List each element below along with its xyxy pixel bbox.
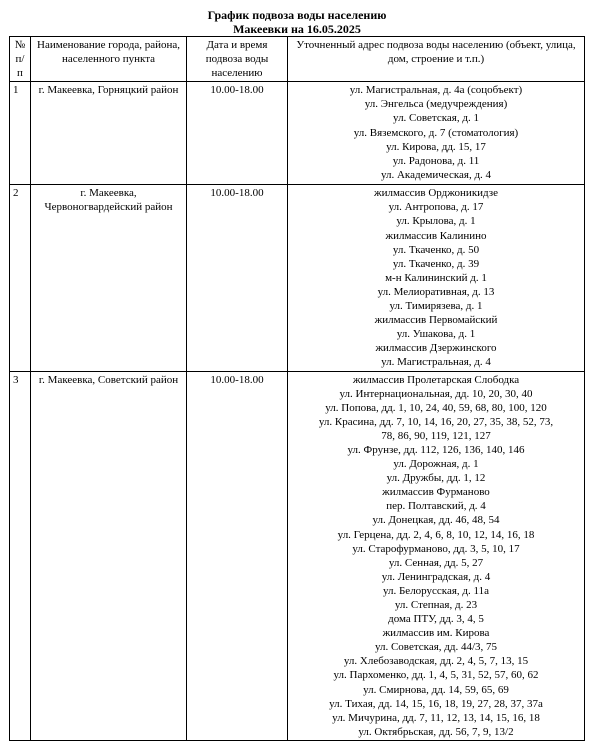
address-line: ул. Красина, дд. 7, 10, 14, 16, 20, 27, 35, 38, 52, 73, (318, 415, 554, 428)
address-line: ул. Радонова, д. 11 (392, 154, 480, 167)
row-address-list (288, 371, 585, 740)
address-line: ул. Энгельса (медучреждения) (364, 98, 508, 111)
address-line: ул. Мичурина, дд. 7, 11, 12, 13, 14, 15, 16, 18 (332, 711, 540, 724)
address-line: ул. Вяземского, д. 7 (стоматология) (353, 126, 519, 139)
row-city-district: г. Макеевка, Горняцкий район (31, 82, 187, 185)
header-time: Дата и время подвоза воды населению (187, 37, 288, 82)
table-row (10, 82, 585, 185)
address-line: пер. Полтавский, д. 4 (386, 500, 486, 513)
address-line: ул. Интернациональная, дд. 10, 20, 30, 40 (339, 387, 533, 400)
address-line: ул. Смирнова, дд. 14, 59, 65, 69 (363, 683, 509, 696)
address-line: ул. Белорусская, д. 11а (382, 584, 489, 597)
address-line: ул. Тихая, дд. 14, 15, 16, 18, 19, 27, 28, 37, 37а (329, 697, 543, 710)
address-line: ул. Советская, дд. 44/3, 75 (374, 641, 498, 654)
address-line: ул. Академическая, д. 4 (380, 168, 492, 181)
address-line: ул. Тимирязева, д. 1 (389, 300, 483, 313)
address-line: м-н Калининский д. 1 (385, 271, 487, 284)
address-line: ул. Антропова, д. 17 (388, 201, 484, 214)
address-line: ул. Дорожная, д. 1 (393, 458, 479, 471)
address-line: ул. Кирова, дд. 15, 17 (386, 140, 486, 153)
address-line: жилмассив Дзержинского (375, 342, 497, 355)
address-line: ул. Дружбы, дд. 1, 12 (386, 472, 486, 485)
address-line: ул. Степная, д. 23 (394, 599, 478, 611)
address-line: ул. Донецкая, дд. 46, 48, 54 (372, 514, 500, 527)
address-line: жилмассив Первомайский (374, 314, 498, 327)
address-line: ул. Ленинградская, д. 4 (381, 570, 491, 583)
address-line: ул. Ткаченко, д. 50 (392, 243, 480, 256)
row-delivery-time: 10.00-18.00 (187, 371, 288, 740)
address-line: ул. Старофурманово, дд. 3, 5, 10, 17 (352, 542, 520, 555)
address-line: ул. Сенная, дд. 5, 27 (388, 556, 484, 569)
row-number: 3 (10, 371, 31, 740)
address-line: жилмассив Калинино (385, 229, 487, 242)
header-city: Наименование города, района, населенного пункта (31, 37, 187, 82)
header-number: № п/п (10, 37, 31, 82)
row-number: 1 (10, 82, 31, 185)
table-row (10, 185, 585, 371)
row-delivery-time: 10.00-18.00 (187, 82, 288, 185)
address-line: жилмассив Фурманово (382, 486, 490, 499)
address-line: ул. Фрунзе, дд. 112, 126, 136, 140, 146 (347, 443, 525, 456)
table-header-row (10, 37, 585, 82)
address-line: ул. Магистральная, д. 4 (381, 356, 491, 369)
address-line: дома ПТУ, дд. 3, 4, 5 (388, 613, 484, 626)
address-line: ул. Ушакова, д. 1 (396, 328, 476, 341)
address-line: ул. Советская, д. 1 (393, 112, 479, 125)
row-number: 2 (10, 185, 31, 371)
address-line: 78, 86, 90, 119, 121, 127 (381, 429, 491, 442)
address-line: ул. Магистральная, д. 4а (соцобъект) (349, 84, 523, 97)
address-line: ул. Мелиоративная, д. 13 (377, 285, 495, 298)
address-line: ул. Герцена, дд. 2, 4, 6, 8, 10, 12, 14, 16, 18 (337, 528, 535, 541)
row-delivery-time: 10.00-18.00 (187, 185, 288, 371)
address-line: ул. Попова, дд. 1, 10, 24, 40, 59, 68, 80, 100, 120 (325, 401, 547, 414)
header-address: Уточненный адрес подвоза воды населению (объект, улица, дом, строение и т.п.) (288, 37, 585, 82)
address-line: ул. Хлебозаводская, дд. 2, 4, 5, 7, 13, 15 (343, 655, 529, 668)
row-city-district: г. Макеевка, Червоногвардейский район (31, 185, 187, 371)
row-address-list (288, 185, 585, 371)
address-line: жилмассив Орджоникидзе (373, 187, 499, 200)
address-line: ул. Крылова, д. 1 (396, 215, 476, 228)
document-title: График подвоза воды населению (207, 8, 387, 22)
table-row (10, 371, 585, 740)
row-city-district: г. Макеевка, Советский район (31, 371, 187, 740)
document-subtitle: Макеевки на 16.05.2025 (233, 22, 361, 36)
row-address-list (288, 82, 585, 185)
address-line: ул. Ткаченко, д. 39 (392, 257, 480, 270)
address-line: жилмассив Пролетарская Слободка (352, 373, 520, 386)
water-schedule-table (9, 36, 585, 741)
address-line: ул. Пархоменко, дд. 1, 4, 5, 31, 52, 57, 60, 62 (333, 669, 539, 682)
address-line: ул. Октябрьская, дд. 56, 7, 9, 13/2 (358, 725, 514, 738)
address-line: жилмассив им. Кирова (382, 627, 490, 640)
